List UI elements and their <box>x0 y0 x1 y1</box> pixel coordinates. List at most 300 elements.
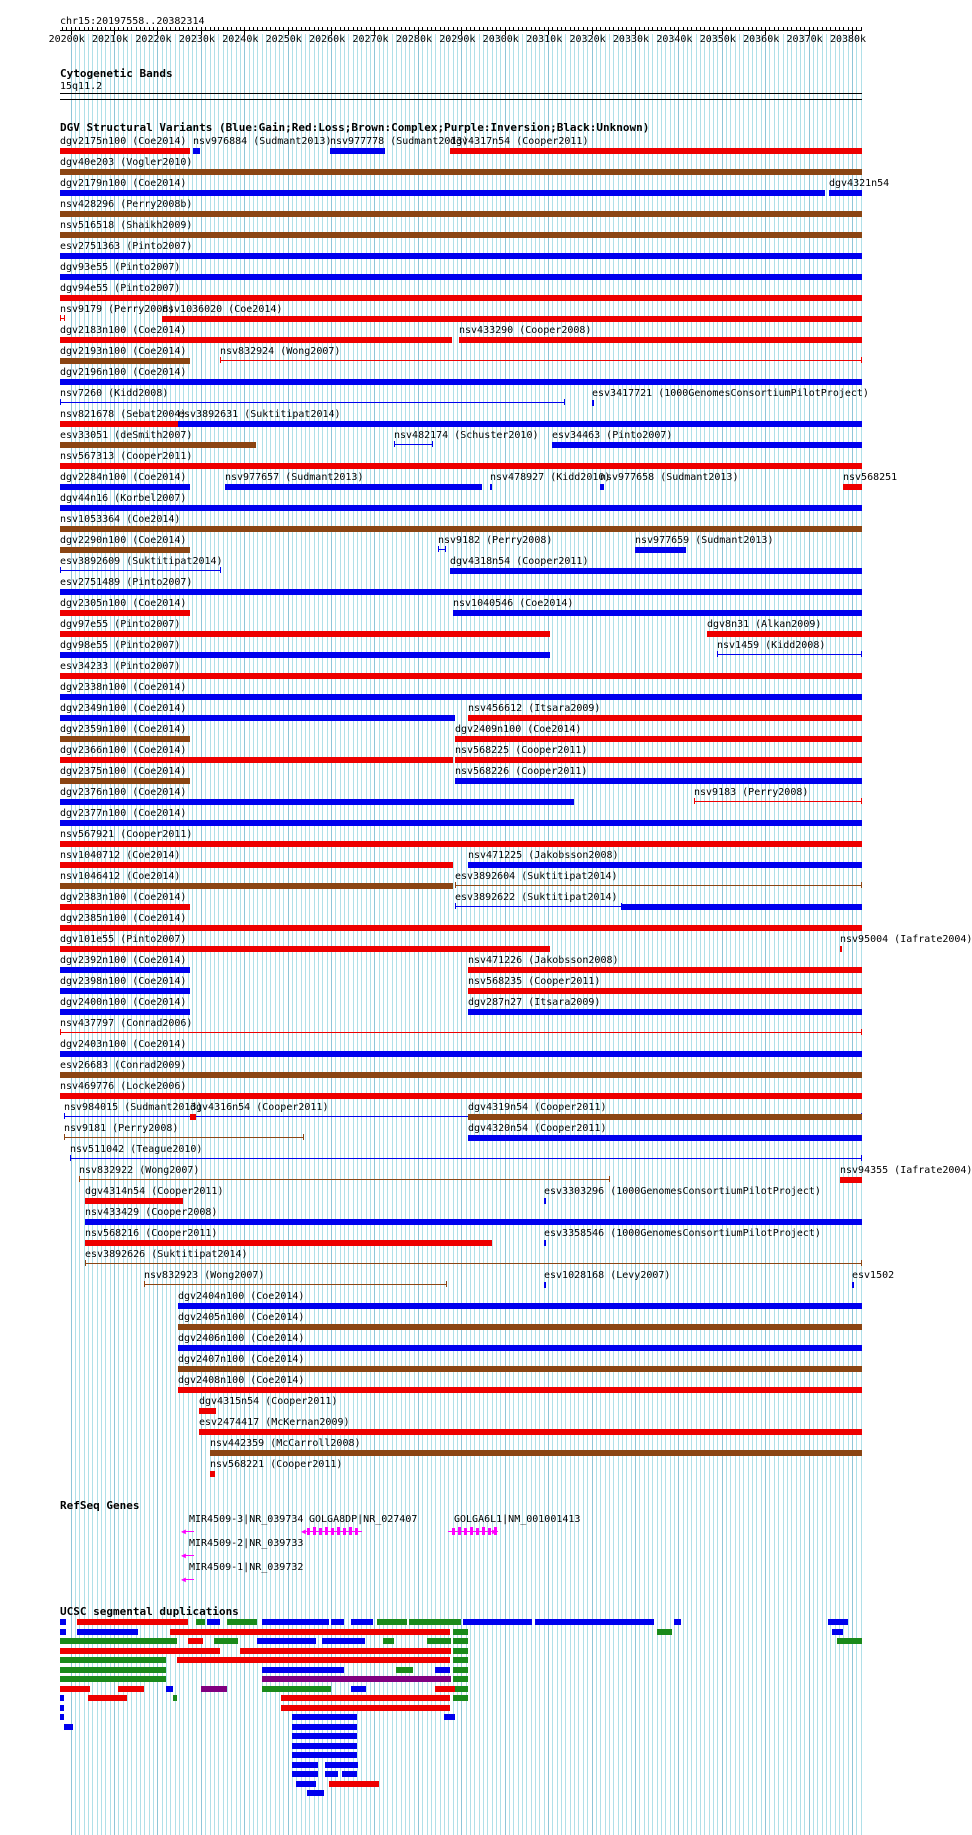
segdup-block[interactable] <box>207 1619 220 1625</box>
sv-feature-bar[interactable] <box>60 967 190 973</box>
sv-feature-bar[interactable] <box>60 253 862 259</box>
segdup-block[interactable] <box>60 1638 177 1644</box>
sv-label: dgv2183n100 (Coe2014) <box>60 325 187 336</box>
sv-label: nsv482174 (Schuster2010) <box>394 430 539 441</box>
sv-feature-bar[interactable] <box>60 190 825 196</box>
segdup-block[interactable] <box>214 1638 238 1644</box>
ruler-minor-tick <box>769 27 770 31</box>
sv-feature-bar[interactable] <box>60 358 190 364</box>
sv-feature-endcap <box>70 1155 71 1161</box>
segdup-block[interactable] <box>60 1619 66 1625</box>
sv-label: esv2751363 (Pinto2007) <box>60 241 193 252</box>
segdup-block[interactable] <box>60 1657 166 1663</box>
sv-label: nsv832922 (Wong2007) <box>79 1165 200 1176</box>
ruler-minor-tick <box>353 27 354 31</box>
sv-feature-endcap <box>609 1176 610 1182</box>
sv-feature-endcap <box>564 399 565 405</box>
segdup-block[interactable] <box>427 1638 451 1644</box>
ruler-minor-tick <box>483 27 484 31</box>
sv-feature-bar[interactable] <box>60 862 453 868</box>
segdup-block[interactable] <box>262 1619 329 1625</box>
segdup-block[interactable] <box>281 1705 450 1711</box>
ruler-minor-tick <box>379 27 380 31</box>
sv-feature-bar[interactable] <box>60 484 190 490</box>
segdup-block[interactable] <box>307 1790 324 1796</box>
ruler-minor-tick <box>101 27 102 31</box>
ruler-minor-tick <box>118 27 119 31</box>
ruler-minor-tick <box>301 27 302 31</box>
sv-feature-bar[interactable] <box>60 904 190 910</box>
segdup-block[interactable] <box>60 1695 64 1701</box>
ruler-tick-label: 20230k <box>178 34 215 45</box>
ruler-minor-tick <box>631 27 632 31</box>
sv-feature-bar[interactable] <box>60 547 190 553</box>
ruler-minor-tick <box>123 27 124 31</box>
sv-feature-bar[interactable] <box>468 862 862 868</box>
sv-feature-bar[interactable] <box>199 1408 216 1414</box>
gene-strand-arrow-icon: ◀ <box>181 1527 186 1536</box>
sv-label: nsv471225 (Jakobsson2008) <box>468 850 619 861</box>
sv-feature-bar[interactable] <box>60 505 862 511</box>
sv-feature-bar[interactable] <box>60 841 862 847</box>
sv-feature-bar[interactable] <box>85 1240 492 1246</box>
ruler-minor-tick <box>813 27 814 31</box>
segdup-block[interactable] <box>657 1629 672 1635</box>
sv-feature-line[interactable] <box>79 1179 609 1180</box>
sv-feature-endcap <box>85 1260 86 1266</box>
ruler-tick-label: 20290k <box>439 34 476 45</box>
segdup-block[interactable] <box>453 1676 468 1682</box>
segdup-block[interactable] <box>60 1705 64 1711</box>
segdup-block[interactable] <box>257 1638 316 1644</box>
gene-exon <box>349 1527 352 1535</box>
sv-feature-bar[interactable] <box>210 1471 215 1477</box>
sv-feature-line[interactable] <box>455 906 621 907</box>
sv-label: dgv98e55 (Pinto2007) <box>60 640 181 651</box>
segdup-block[interactable] <box>435 1667 450 1673</box>
ruler-minor-tick <box>448 27 449 31</box>
segdup-block[interactable] <box>60 1686 90 1692</box>
segdup-block[interactable] <box>262 1676 451 1682</box>
segdup-block[interactable] <box>444 1714 455 1720</box>
sv-feature-line[interactable] <box>438 549 445 550</box>
sv-feature-endcap <box>861 882 862 888</box>
ruler-minor-tick <box>674 27 675 31</box>
sv-feature-bar[interactable] <box>592 400 594 406</box>
ruler-tick-label: 20350k <box>699 34 736 45</box>
sv-feature-bar[interactable] <box>552 442 862 448</box>
ruler-tick-label: 20240k <box>222 34 259 45</box>
sv-feature-line[interactable] <box>85 1263 862 1264</box>
sv-feature-endcap <box>60 399 61 405</box>
segdup-block[interactable] <box>262 1686 331 1692</box>
sv-feature-line[interactable] <box>64 1137 303 1138</box>
ruler-minor-tick <box>231 27 232 31</box>
ruler-minor-tick <box>335 27 336 31</box>
segdup-block[interactable] <box>170 1629 450 1635</box>
ruler-minor-tick <box>500 27 501 31</box>
sv-feature-bar[interactable] <box>60 610 190 616</box>
segdup-block[interactable] <box>60 1648 220 1654</box>
ruler-minor-tick <box>210 27 211 31</box>
ruler-minor-tick <box>730 27 731 31</box>
sv-feature-bar[interactable] <box>60 652 550 658</box>
ruler-minor-tick <box>322 27 323 31</box>
ruler-minor-tick <box>856 27 857 31</box>
sv-feature-bar[interactable] <box>60 169 862 175</box>
sv-feature-bar[interactable] <box>60 883 453 889</box>
sv-feature-bar[interactable] <box>468 1114 862 1120</box>
sv-feature-bar[interactable] <box>60 148 190 154</box>
sv-feature-bar[interactable] <box>60 232 862 238</box>
sv-feature-bar[interactable] <box>600 484 604 490</box>
sv-feature-bar[interactable] <box>60 715 455 721</box>
sv-label: dgv2403n100 (Coe2014) <box>60 1039 187 1050</box>
ruler-minor-tick <box>401 27 402 31</box>
segdup-block[interactable] <box>535 1619 654 1625</box>
sv-label: nsv1046412 (Coe2014) <box>60 871 181 882</box>
segdup-block[interactable] <box>227 1619 257 1625</box>
sv-feature-line[interactable] <box>455 885 862 886</box>
ruler-minor-tick <box>144 27 145 31</box>
ruler-minor-tick <box>822 27 823 31</box>
sv-feature-bar[interactable] <box>178 1324 862 1330</box>
sv-feature-bar[interactable] <box>621 904 862 910</box>
segdup-block[interactable] <box>837 1638 862 1644</box>
sv-label: nsv428296 (Perry2008b) <box>60 199 193 210</box>
ruler-minor-tick <box>748 27 749 31</box>
ruler-minor-tick <box>183 27 184 31</box>
segdup-block[interactable] <box>453 1667 468 1673</box>
sv-feature-bar[interactable] <box>455 757 862 763</box>
sv-feature-bar[interactable] <box>60 988 190 994</box>
segdup-block[interactable] <box>64 1724 73 1730</box>
segdup-block[interactable] <box>60 1714 64 1720</box>
sv-feature-endcap <box>446 1281 447 1287</box>
sv-label: esv3892604 (Suktitipat2014) <box>455 871 618 882</box>
ruler-minor-tick <box>223 27 224 31</box>
sv-feature-line[interactable] <box>70 1158 862 1159</box>
ruler-tick-label: 20260k <box>309 34 346 45</box>
sv-feature-bar[interactable] <box>178 1303 862 1309</box>
segdup-block[interactable] <box>118 1686 144 1692</box>
sv-label: dgv2404n100 (Coe2014) <box>178 1291 305 1302</box>
sv-feature-bar[interactable] <box>453 610 862 616</box>
sv-label: nsv9179 (Perry2008) <box>60 304 175 315</box>
sv-feature-bar[interactable] <box>544 1282 546 1288</box>
sv-feature-bar[interactable] <box>210 1450 862 1456</box>
sv-feature-bar[interactable] <box>190 1114 196 1120</box>
sv-feature-bar[interactable] <box>60 421 178 427</box>
ruler-minor-tick <box>626 27 627 31</box>
sv-feature-endcap <box>64 1134 65 1140</box>
sv-feature-bar[interactable] <box>60 946 550 952</box>
sv-feature-bar[interactable] <box>60 526 862 532</box>
ruler-minor-tick <box>861 27 862 31</box>
sv-feature-bar[interactable] <box>60 1072 862 1078</box>
ruler-minor-tick <box>778 27 779 31</box>
segdup-block[interactable] <box>292 1743 357 1749</box>
gene-exon <box>337 1527 340 1535</box>
sv-label: esv3417721 (1000GenomesConsortiumPilotProject) <box>592 388 869 399</box>
sv-feature-line[interactable] <box>694 801 862 802</box>
segdup-block[interactable] <box>828 1619 848 1625</box>
sv-feature-bar[interactable] <box>60 694 862 700</box>
sv-feature-bar[interactable] <box>60 799 574 805</box>
sv-feature-bar[interactable] <box>162 316 862 322</box>
sv-label: dgv2400n100 (Coe2014) <box>60 997 187 1008</box>
segdup-block[interactable] <box>409 1619 461 1625</box>
ruler-minor-tick <box>431 27 432 31</box>
segdup-block[interactable] <box>292 1762 318 1768</box>
sv-feature-line[interactable] <box>60 570 220 571</box>
segdup-block[interactable] <box>188 1638 203 1644</box>
segdup-block[interactable] <box>435 1686 455 1692</box>
sv-feature-bar[interactable] <box>178 421 862 427</box>
ruler-minor-tick <box>843 27 844 31</box>
segdup-block[interactable] <box>351 1619 373 1625</box>
ruler-minor-tick <box>405 27 406 31</box>
gene-exon <box>464 1528 467 1535</box>
segdup-block[interactable] <box>173 1695 177 1701</box>
segdup-block[interactable] <box>331 1619 344 1625</box>
sv-label: nsv456612 (Itsara2009) <box>468 703 601 714</box>
sv-feature-bar[interactable] <box>60 274 862 280</box>
ruler-minor-tick <box>670 27 671 31</box>
segdup-block[interactable] <box>832 1629 843 1635</box>
segdup-block[interactable] <box>281 1695 450 1701</box>
sv-label: dgv2349n100 (Coe2014) <box>60 703 187 714</box>
sv-label: nsv977658 (Sudmant2013) <box>600 472 739 483</box>
segdup-block[interactable] <box>292 1771 318 1777</box>
sv-label: dgv2284n100 (Coe2014) <box>60 472 187 483</box>
segdup-block[interactable] <box>342 1771 357 1777</box>
sv-feature-bar[interactable] <box>450 568 862 574</box>
sv-feature-bar[interactable] <box>455 778 862 784</box>
sv-label: dgv4316n54 (Cooper2011) <box>190 1102 329 1113</box>
ruler-minor-tick <box>709 27 710 31</box>
segdup-block[interactable] <box>453 1695 468 1701</box>
sv-feature-bar[interactable] <box>60 442 256 448</box>
sv-label: dgv8n31 (Alkan2009) <box>707 619 822 630</box>
ruler-minor-tick <box>687 27 688 31</box>
sv-feature-bar[interactable] <box>829 190 862 196</box>
locus-label: chr15:20197558..20382314 <box>60 16 205 27</box>
segdup-block[interactable] <box>77 1619 188 1625</box>
sv-feature-bar[interactable] <box>60 1051 862 1057</box>
sv-label: dgv2408n100 (Coe2014) <box>178 1375 305 1386</box>
sv-feature-bar[interactable] <box>544 1198 546 1204</box>
sv-feature-bar[interactable] <box>85 1219 862 1225</box>
sv-feature-bar[interactable] <box>225 484 482 490</box>
segdup-block[interactable] <box>463 1619 532 1625</box>
sv-feature-endcap <box>861 1155 862 1161</box>
sv-feature-bar[interactable] <box>468 967 862 973</box>
sv-feature-endcap <box>717 651 718 657</box>
sv-label: nsv977659 (Sudmant2013) <box>635 535 774 546</box>
ruler-minor-tick <box>791 27 792 31</box>
sv-feature-bar[interactable] <box>60 379 862 385</box>
sv-label: nsv442359 (McCarroll2008) <box>210 1438 361 1449</box>
sv-feature-bar[interactable] <box>468 1135 862 1141</box>
sv-feature-bar[interactable] <box>490 484 492 490</box>
segdup-block[interactable] <box>329 1781 379 1787</box>
sv-feature-bar[interactable] <box>60 463 862 469</box>
sv-feature-endcap <box>60 315 61 321</box>
segdup-block[interactable] <box>296 1781 316 1787</box>
sv-feature-bar[interactable] <box>60 778 190 784</box>
sv-label: dgv2193n100 (Coe2014) <box>60 346 187 357</box>
ruler-minor-tick <box>648 27 649 31</box>
segdup-block[interactable] <box>201 1686 227 1692</box>
segdup-block[interactable] <box>351 1686 366 1692</box>
ruler-minor-tick <box>665 27 666 31</box>
sv-feature-line[interactable] <box>60 402 564 403</box>
segdup-block[interactable] <box>166 1686 173 1692</box>
segdup-block[interactable] <box>453 1648 468 1654</box>
sv-feature-bar[interactable] <box>468 1009 862 1015</box>
sv-feature-bar[interactable] <box>199 1429 862 1435</box>
segdup-block[interactable] <box>262 1667 344 1673</box>
segdup-block[interactable] <box>674 1619 681 1625</box>
sv-feature-bar[interactable] <box>60 589 862 595</box>
sv-feature-bar[interactable] <box>707 631 862 637</box>
ruler-minor-tick <box>639 27 640 31</box>
segdup-block[interactable] <box>292 1714 357 1720</box>
sv-feature-bar[interactable] <box>178 1387 862 1393</box>
segdup-block[interactable] <box>453 1657 468 1663</box>
ruler-minor-tick <box>492 27 493 31</box>
ruler-minor-tick <box>444 27 445 31</box>
ruler-minor-tick <box>526 27 527 31</box>
ruler-minor-tick <box>153 27 154 31</box>
sv-feature-endcap <box>60 1029 61 1035</box>
sv-feature-bar[interactable] <box>178 1345 862 1351</box>
sv-feature-bar[interactable] <box>852 1282 854 1288</box>
segdup-block[interactable] <box>292 1752 357 1758</box>
sv-label: dgv2305n100 (Coe2014) <box>60 598 187 609</box>
gene-label: MIR4509-2|NR_039733 <box>189 1538 304 1549</box>
segdup-track-title: UCSC segmental duplications <box>60 1605 239 1618</box>
sv-feature-line[interactable] <box>220 360 862 361</box>
ruler-minor-tick <box>570 27 571 31</box>
sv-feature-bar[interactable] <box>843 484 862 490</box>
segdup-block[interactable] <box>196 1619 205 1625</box>
sv-label: esv3358546 (1000GenomesConsortiumPilotProject) <box>544 1228 821 1239</box>
gene-exon <box>307 1528 310 1535</box>
ruler-minor-tick <box>830 27 831 31</box>
sv-feature-line[interactable] <box>60 1032 862 1033</box>
segdup-block[interactable] <box>77 1629 138 1635</box>
segdup-block[interactable] <box>396 1667 413 1673</box>
segdup-block[interactable] <box>60 1667 166 1673</box>
sv-feature-bar[interactable] <box>178 1366 862 1372</box>
segdup-block[interactable] <box>453 1638 468 1644</box>
sv-feature-bar[interactable] <box>635 547 686 553</box>
sv-feature-bar[interactable] <box>193 148 200 154</box>
ruler-minor-tick <box>605 27 606 31</box>
segdup-block[interactable] <box>240 1648 451 1654</box>
sv-feature-line[interactable] <box>144 1284 446 1285</box>
segdup-block[interactable] <box>377 1619 407 1625</box>
sv-feature-line[interactable] <box>717 654 862 655</box>
sv-feature-bar[interactable] <box>455 736 862 742</box>
ruler-minor-tick <box>266 27 267 31</box>
segdup-block[interactable] <box>325 1762 358 1768</box>
segdup-block[interactable] <box>177 1657 450 1663</box>
sv-feature-line[interactable] <box>394 444 432 445</box>
ruler-minor-tick <box>826 27 827 31</box>
gene-label: GOLGA6L1|NM_001001413 <box>454 1514 581 1525</box>
sv-feature-bar[interactable] <box>60 757 453 763</box>
segdup-block[interactable] <box>453 1629 468 1635</box>
segdup-block[interactable] <box>292 1733 357 1739</box>
sv-feature-bar[interactable] <box>60 337 452 343</box>
segdup-block[interactable] <box>60 1629 66 1635</box>
sv-feature-bar[interactable] <box>60 1009 190 1015</box>
segdup-block[interactable] <box>292 1724 357 1730</box>
ruler-minor-tick <box>175 27 176 31</box>
ruler-tick-label: 20200k <box>48 34 85 45</box>
ruler-minor-tick <box>596 27 597 31</box>
ruler-minor-tick <box>587 27 588 31</box>
sv-feature-bar[interactable] <box>459 337 862 343</box>
ruler-minor-tick <box>470 27 471 31</box>
segdup-block[interactable] <box>60 1676 166 1682</box>
ruler-minor-tick <box>344 27 345 31</box>
ruler-minor-tick <box>761 27 762 31</box>
sv-feature-bar[interactable] <box>60 1093 862 1099</box>
ruler-minor-tick <box>110 27 111 31</box>
sv-feature-bar[interactable] <box>468 715 862 721</box>
segdup-block[interactable] <box>325 1771 338 1777</box>
ruler-minor-tick <box>496 27 497 31</box>
ruler-tick-label: 20280k <box>395 34 432 45</box>
sv-feature-endcap <box>861 1029 862 1035</box>
sv-feature-bar[interactable] <box>60 295 862 301</box>
sv-feature-endcap <box>432 441 433 447</box>
sv-feature-bar[interactable] <box>468 988 862 994</box>
ruler-minor-tick <box>531 27 532 31</box>
sv-feature-bar[interactable] <box>60 820 862 826</box>
sv-feature-bar[interactable] <box>60 673 862 679</box>
gene-exon <box>355 1528 358 1535</box>
sv-label: dgv4318n54 (Cooper2011) <box>450 556 589 567</box>
sv-feature-bar[interactable] <box>60 211 862 217</box>
sv-feature-bar[interactable] <box>544 1240 546 1246</box>
ruler-minor-tick <box>205 27 206 31</box>
sv-feature-bar[interactable] <box>60 736 190 742</box>
sv-label: nsv977657 (Sudmant2013) <box>225 472 364 483</box>
ruler-minor-tick <box>583 27 584 31</box>
sv-feature-bar[interactable] <box>330 148 385 154</box>
segdup-block[interactable] <box>322 1638 365 1644</box>
segdup-block[interactable] <box>88 1695 127 1701</box>
sv-label: dgv4317n54 (Cooper2011) <box>450 136 589 147</box>
segdup-block[interactable] <box>383 1638 394 1644</box>
sv-feature-bar[interactable] <box>840 1177 862 1183</box>
ruler-tick-label: 20370k <box>786 34 823 45</box>
sv-label: nsv977778 (Sudmant2013) <box>330 136 469 147</box>
segdup-block[interactable] <box>455 1686 468 1692</box>
sv-feature-bar[interactable] <box>840 946 842 952</box>
sv-feature-bar[interactable] <box>60 631 550 637</box>
sv-feature-bar[interactable] <box>85 1198 183 1204</box>
sv-label: dgv4314n54 (Cooper2011) <box>85 1186 224 1197</box>
sv-feature-bar[interactable] <box>60 925 862 931</box>
sv-feature-bar[interactable] <box>450 148 862 154</box>
sv-feature-endcap <box>64 315 65 321</box>
